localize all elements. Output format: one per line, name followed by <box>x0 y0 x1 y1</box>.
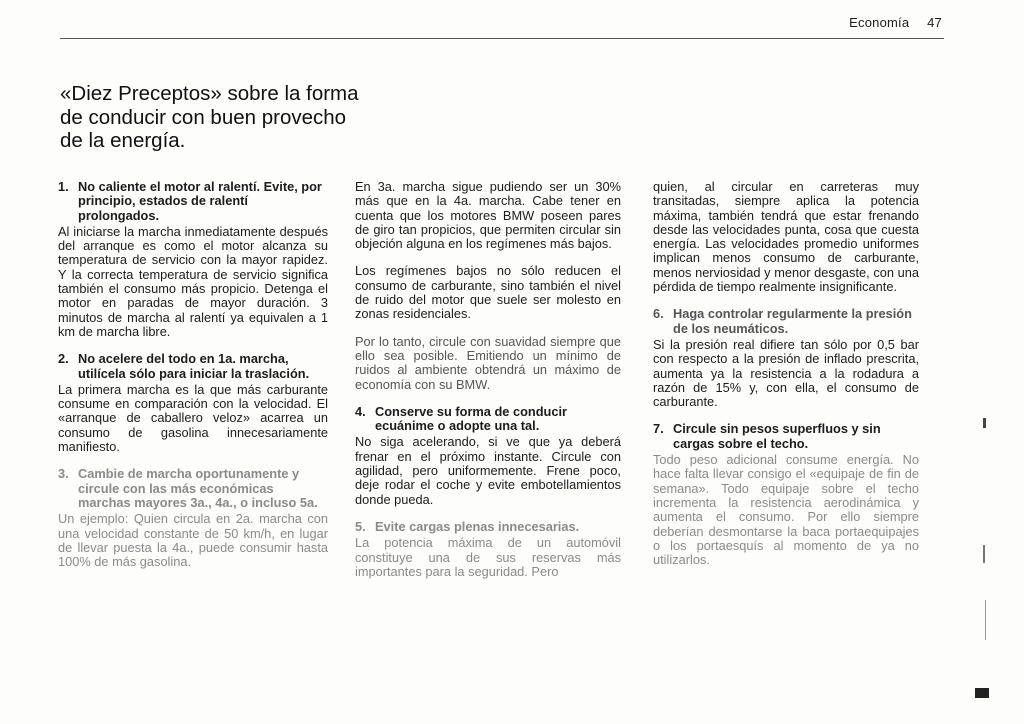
precept-text: No caliente el motor al ralentí. Evite, por principio, estados de ralentí prolongados. <box>78 179 322 223</box>
paragraph: No siga acelerando, si ve que ya deberá frenar en el próximo instante. Circule con agilidad, pero uniformemente. Frene poco, deje rodar el coche y evite embotellamientos donde pueda. <box>355 434 621 507</box>
paragraph: Un ejemplo: Quien circula en 2a. marcha con una velocidad constante de 50 km/h, en lugar de llevar puesta la 4a., puede consumir hasta 100% de más gasolina. <box>58 511 328 570</box>
scan-edge-mark <box>985 600 986 640</box>
column-2 <box>355 180 621 592</box>
paragraph: La primera marcha es la que más carburante consume en comparación con la velocidad. El «arranque de caballero veloz» acarrea un consumo de gasolina innecesariamente manifiesto. <box>58 381 328 455</box>
precept-1-heading <box>58 180 328 223</box>
precept-number: 4. <box>355 403 366 419</box>
page-header <box>849 15 942 30</box>
precept-number: 3. <box>58 466 69 482</box>
paragraph: Los regímenes bajos no sólo reducen el consumo de carburante, sino también el nivel de ruido del motor que suele ser molesto en zonas residenciales. <box>355 263 621 322</box>
paragraph: Todo peso adicional consume energía. No hace falta llevar consigo el «equipaje de fin de semana». Todo equipaje sobre el techo incrementa la resistencia aerodinámica y aumenta el consumo. Por ello siempre deberían desmontarse la baca portaequipajes o los portaesquís al momento de ya no utilizarlos. <box>653 452 919 568</box>
precept-number: 6. <box>653 306 664 322</box>
precept-text: Circule sin pesos superfluos y sin cargas sobre el techo. <box>673 421 881 451</box>
precept-6-heading <box>653 307 919 336</box>
precept-4-heading <box>355 405 621 434</box>
scan-edge-mark <box>983 418 986 428</box>
precept-7-heading <box>653 422 919 451</box>
header-rule <box>60 38 944 39</box>
precept-2-heading <box>58 352 328 381</box>
scan-edge-mark <box>975 688 989 698</box>
paragraph: quien, al circular en carreteras muy transitadas, siempre aplica la potencia máxima, también tendrá que estar frenando desde las velocidades punta, cosa que cuesta energía. Las velocidades promedio uniformes implican menos consumo de carburante, menos nerviosidad y menor desgaste, con una pérdida de tiempo realmente insignificante. <box>653 179 919 295</box>
paragraph: Si la presión real difiere tan sólo por 0,5 bar con respecto a la presión de inflado prescrita, aumenta ya la resistencia a la rodadura a razón de 15% y, con ella, el consumo de carburante. <box>653 336 919 410</box>
paragraph: La potencia máxima de un automóvil constituye una de sus reservas más importantes para la seguridad. Pero <box>355 535 621 579</box>
precept-number: 5. <box>355 518 366 534</box>
precept-number: 1. <box>58 179 69 194</box>
column-3 <box>653 180 919 580</box>
precept-text: Haga controlar regularmente la presión de los neumáticos. <box>673 306 912 336</box>
precept-text: Evite cargas plenas innecesarias. <box>375 518 580 534</box>
page-number: 47 <box>927 15 942 30</box>
precept-number: 2. <box>58 351 69 367</box>
precept-text: No acelere del todo en 1a. marcha, utilícela sólo para iniciar la traslación. <box>78 351 310 381</box>
section-title: Economía <box>849 15 910 30</box>
precept-text: Cambie de marcha oportunamente y circule con las más económicas marchas mayores 3a., 4a., o incluso 5a. <box>78 466 318 510</box>
scan-edge-mark <box>983 545 985 563</box>
paragraph: En 3a. marcha sigue pudiendo ser un 30% más que en la 4a. marcha. Cabe tener en cuenta que los motores BMW poseen pares de giro tan propicios, que permiten circular sin objeción alguna en los regímenes más bajos. <box>355 179 621 252</box>
page-title: «Diez Preceptos» sobre la forma de conducir con buen provecho de la energía. <box>60 82 359 152</box>
precept-3-heading <box>58 467 328 510</box>
precept-5-heading <box>355 520 621 534</box>
column-1 <box>58 180 328 582</box>
precept-text: Conserve su forma de conducir ecuánime o adopte una tal. <box>375 403 568 434</box>
paragraph: Por lo tanto, circule con suavidad siempre que ello sea posible. Emitiendo un mínimo de ruidos al ambiente obtendrá un máximo de economía con su BMW. <box>355 333 621 392</box>
paragraph: Al iniciarse la marcha inmediatamente después del arranque es como el motor alcanza su temperatura de servicio con la mayor rapidez. Y la correcta temperatura de servicio significa también el consumo más propicio. Detenga el motor en paradas de mayor duración. 3 minutos de marcha al ralentí ya equivalen a 1 km de marcha libre. <box>58 223 328 339</box>
precept-number: 7. <box>653 421 664 437</box>
